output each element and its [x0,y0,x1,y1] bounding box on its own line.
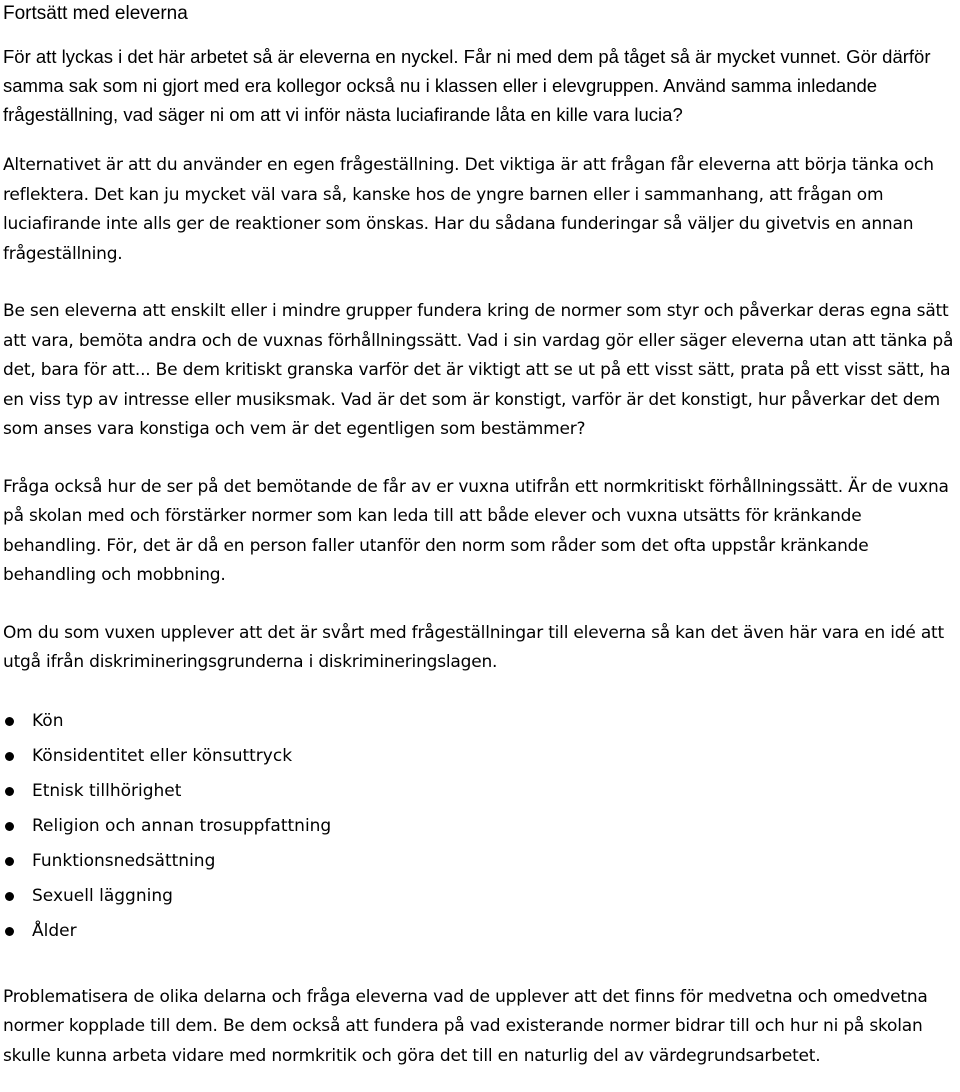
list-item-label: Religion och annan trosuppfattning [32,815,332,836]
list-item [3,914,957,949]
bullet-icon [5,717,14,726]
list-item [3,704,957,739]
list-item-label: Ålder [32,920,77,941]
document-page [3,0,957,1071]
bullet-icon [5,787,14,796]
bullet-icon [5,892,14,901]
bullet-icon [5,822,14,831]
list-item-label: Sexuell läggning [32,885,173,906]
alternative-paragraph: Alternativet är att du använder en egen frågeställning. Det viktiga är att frågan får eleverna att börja tänka och reflektera. Det kan ju mycket väl vara så, kanske hos de yngre barnen eller i sammanhang, att frågan om luciafirande inte alls ger de reaktioner som önskas. Har du sådana funderingar så väljer du givetvis en annan frågeställning. [3,155,934,264]
discrimination-grounds-list [3,704,957,949]
discrimination-grounds-intro: Om du som vuxen upplever att det är svårt med frågeställningar till eleverna så kan det även här vara en idé att utgå ifrån diskrimineringsgrunderna i diskrimineringslagen. [3,622,944,672]
list-item-label: Kön [32,710,64,731]
bullet-icon [5,857,14,866]
list-item [3,879,957,914]
closing-paragraph: Problematisera de olika delarna och fråga eleverna vad de upplever att det finns för medvetna och omedvetna normer kopplade till dem. Be dem också att fundera på vad existerande normer bidrar till och hur ni på skolan skulle kunna arbeta vidare med normkritik och göra det till en naturlig del av värdegrundsarbetet. [3,986,928,1066]
list-item-label: Könsidentitet eller könsuttryck [32,745,293,766]
bullet-icon [5,927,14,936]
list-item [3,809,957,844]
intro-paragraph: För att lyckas i det här arbetet så är eleverna en nyckel. Får ni med dem på tåget så är mycket vunnet. Gör därför samma sak som ni gjort med era kollegor också nu i klassen eller i elevgruppen. Använd samma inledande frågeställning, vad säger ni om att vi inför nästa luciafirande låta en kille vara lucia? [3,46,931,125]
list-item [3,774,957,809]
adult-treatment-paragraph: Fråga också hur de ser på det bemötande de får av er vuxna utifrån ett normkritiskt förhållningssätt. Är de vuxna på skolan med och förstärker normer som kan leda till att både elever och vuxna utsätts för kränkande behandling. För, det är då en person faller utanför den norm som råder som det ofta uppstår kränkande behandling och mobbning. [3,476,949,585]
list-item-label: Funktionsnedsättning [32,850,216,871]
section-heading: Fortsätt med eleverna [3,3,188,24]
bullet-icon [5,752,14,761]
list-item [3,739,957,774]
list-item-label: Etnisk tillhörighet [32,780,182,801]
list-item [3,844,957,879]
norms-paragraph: Be sen eleverna att enskilt eller i mindre grupper fundera kring de normer som styr och påverkar deras egna sätt att vara, bemöta andra och de vuxnas förhållningssätt. Vad i sin vardag gör eller säger eleverna utan att tänka på det, bara för att... Be dem kritiskt granska varför det är viktigt att se ut på ett visst sätt, prata på ett visst sätt, ha en viss typ av intresse eller musiksmak. Vad är det som är konstigt, varför är det konstigt, hur påverkar det dem som anses vara konstiga och vem är det egentligen som bestämmer? [3,301,954,439]
